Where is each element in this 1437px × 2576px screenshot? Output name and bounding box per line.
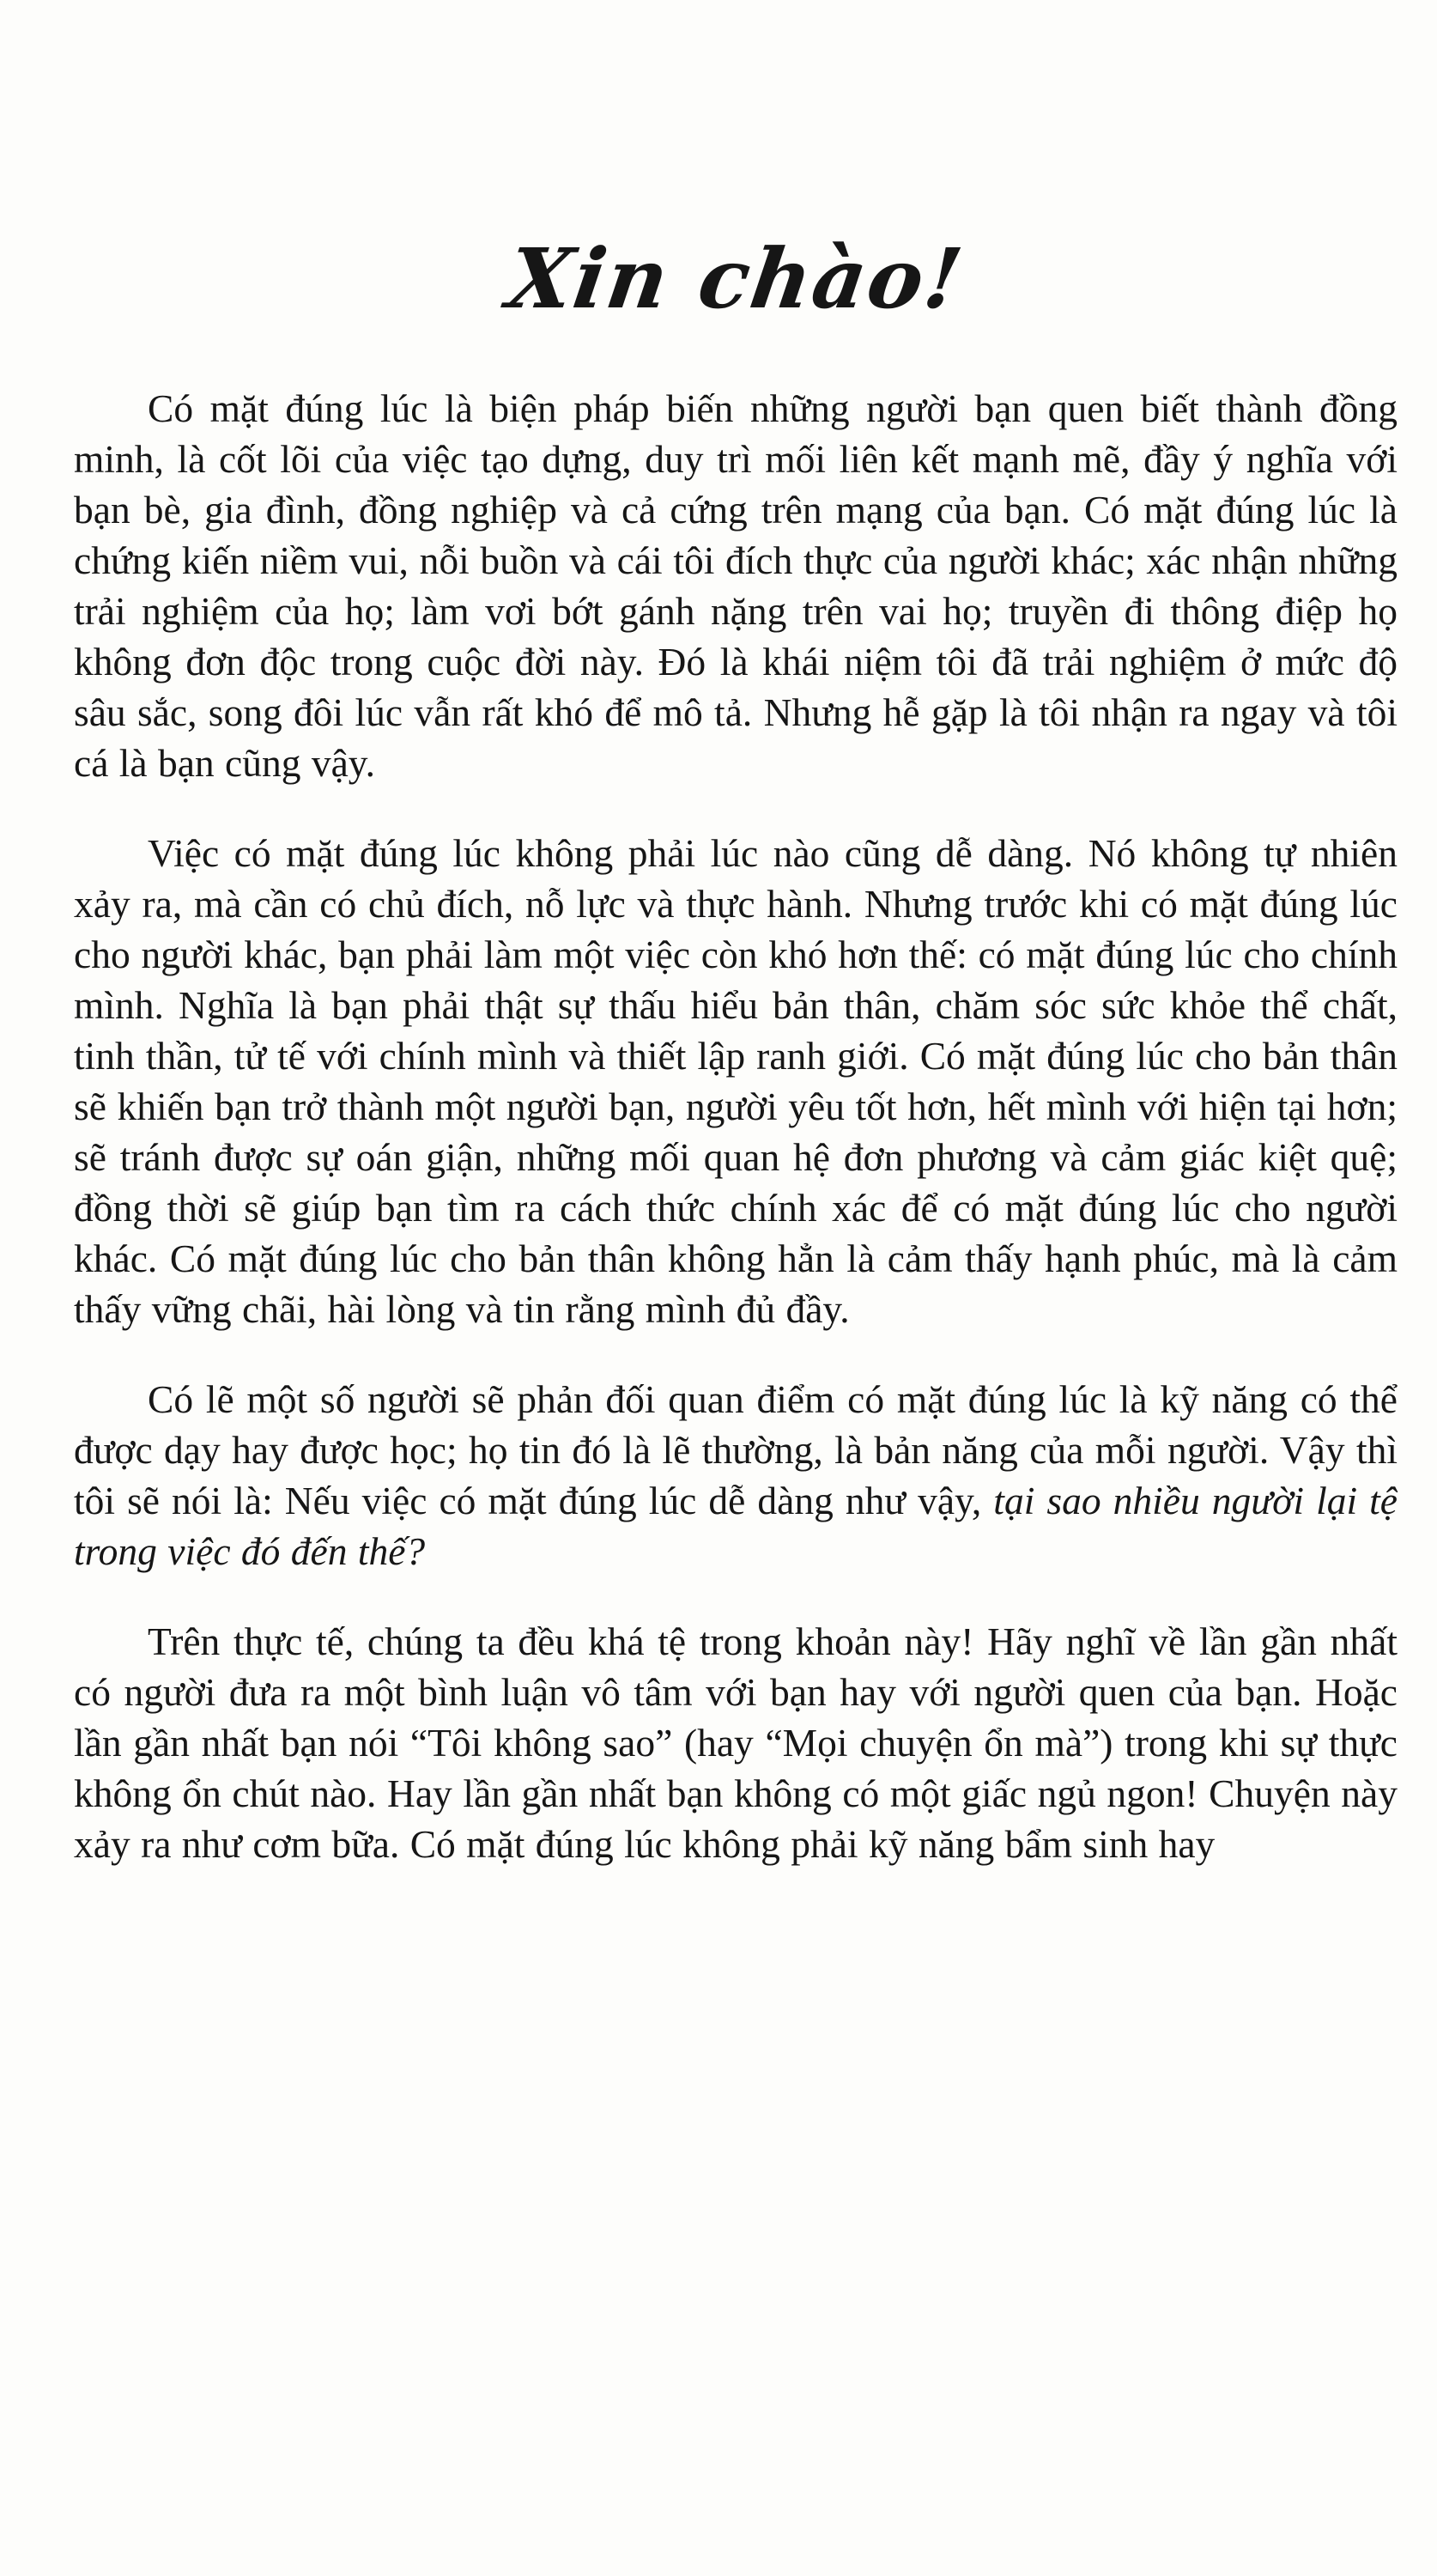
- chapter-title: Xin chào!: [501, 230, 970, 327]
- paragraph-3-roman: Có lẽ một số người sẽ phản đối quan điểm có mặt đúng lúc là kỹ năng có thể được dạy hay được học; họ tin đó là lẽ thường, là bản năng của mỗi người. Vậy thì tôi sẽ nói là: Nếu việc có mặt đúng lúc dễ dàng như vậy,: [74, 1377, 1398, 1522]
- paragraph-1: [74, 383, 1398, 788]
- paragraph-3-italic: tại sao nhiều người lại tệ trong việc đó đến thế?: [74, 1479, 1398, 1573]
- paragraph-1-text: Có mặt đúng lúc là biện pháp biến những người bạn quen biết thành đồng minh, là cốt lõi của việc tạo dựng, duy trì mối liên kết mạnh mẽ, đầy ý nghĩa với bạn bè, gia đình, đồng nghiệp và cả cứng trên mạng của bạn. Có mặt đúng lúc là chứng kiến niềm vui, nỗi buồn và cái tôi đích thực của người khác; xác nhận những trải nghiệm của họ; làm vơi bớt gánh nặng trên vai họ; truyền đi thông điệp họ không đơn độc trong cuộc đời này. Đó là khái niệm tôi đã trải nghiệm ở mức độ sâu sắc, song đôi lúc vẫn rất khó để mô tả. Nhưng hễ gặp là tôi nhận ra ngay và tôi cá là bạn cũng vậy.: [74, 386, 1398, 785]
- paragraph-3-text: [74, 1374, 1398, 1577]
- paragraph-4-text: Trên thực tế, chúng ta đều khá tệ trong khoản này! Hãy nghĩ về lần gần nhất có người đưa ra một bình luận vô tâm với bạn hay với người quen của bạn. Hoặc lần gần nhất bạn nói “Tôi không sao” (hay “Mọi chuyện ổn mà”) trong khi sự thực không ổn chút nào. Hay lần gần nhất bạn không có một giấc ngủ ngon! Chuyện này xảy ra như cơm bữa. Có mặt đúng lúc không phải kỹ năng bẩm sinh hay: [74, 1619, 1398, 1866]
- paragraph-2-text: Việc có mặt đúng lúc không phải lúc nào cũng dễ dàng. Nó không tự nhiên xảy ra, mà cần có chủ đích, nỗ lực và thực hành. Nhưng trước khi có mặt đúng lúc cho người khác, bạn phải làm một việc còn khó hơn thế: có mặt đúng lúc cho chính mình. Nghĩa là bạn phải thật sự thấu hiểu bản thân, chăm sóc sức khỏe thể chất, tinh thần, tử tế với chính mình và thiết lập ranh giới. Có mặt đúng lúc cho bản thân sẽ khiến bạn trở thành một người bạn, người yêu tốt hơn, hết mình với hiện tại hơn; sẽ tránh được sự oán giận, những mối quan hệ đơn phương và cảm giác kiệt quệ; đồng thời sẽ giúp bạn tìm ra cách thức chính xác để có mặt đúng lúc cho người khác. Có mặt đúng lúc cho bản thân không hẳn là cảm thấy hạnh phúc, mà là cảm thấy vững chãi, hài lòng và tin rằng mình đủ đầy.: [74, 831, 1398, 1331]
- paragraph-3: [74, 1374, 1398, 1577]
- paragraph-4: [74, 1616, 1398, 1869]
- paragraph-2: [74, 828, 1398, 1334]
